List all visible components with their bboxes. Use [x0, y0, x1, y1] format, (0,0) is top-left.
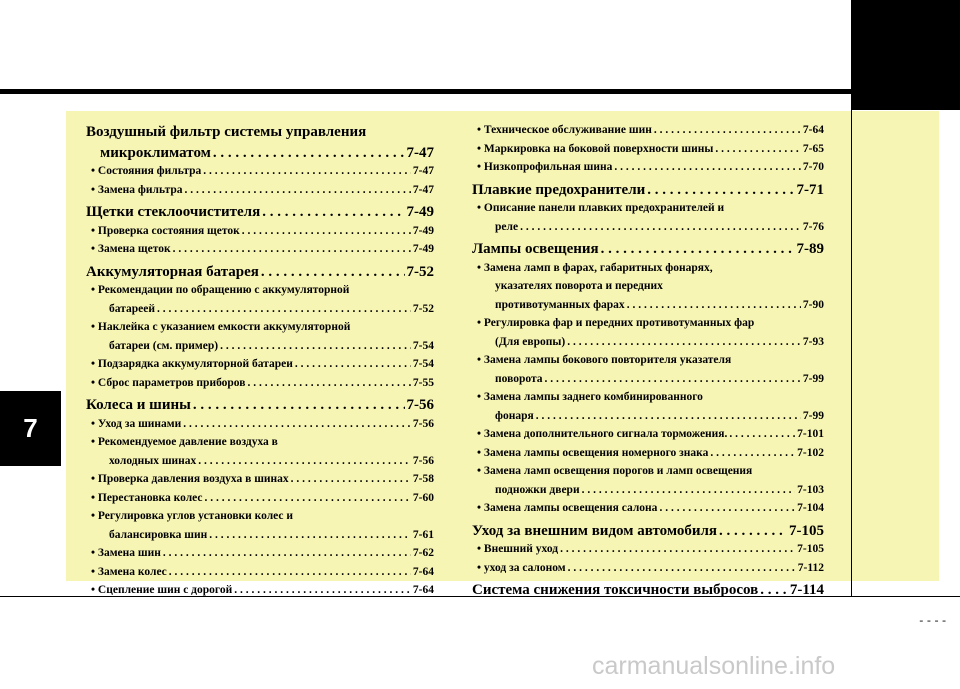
toc-leader-dots	[582, 484, 796, 496]
toc-page-number: 7-61	[412, 528, 434, 541]
toc-heading	[472, 241, 824, 262]
toc-entry-text: Щетки стеклоочистителя	[86, 204, 261, 220]
toc-page-number: 7-99	[802, 409, 824, 422]
toc-page-number: 7-47	[406, 144, 434, 161]
toc-leader-dots	[536, 410, 801, 422]
toc-page-number: 7-56	[406, 397, 434, 413]
toc-page-number: 7-54	[412, 358, 434, 370]
toc-subitem	[86, 243, 434, 262]
toc-subitem	[86, 165, 434, 184]
toc-page-number: 7-105	[797, 543, 824, 555]
toc-entry-text: • Замена ламп в фарах, габаритных фонарях,	[477, 262, 713, 274]
toc-leader-dots	[163, 547, 411, 559]
toc-subitem	[86, 358, 434, 377]
toc-entry-text: • Проверка давления воздуха в шинах	[91, 473, 289, 485]
toc-leader-dots	[193, 397, 405, 414]
toc-entry-text: • Регулировка углов установки колес и	[91, 510, 293, 522]
toc-entry-text: • Низкопрофильная шина	[477, 161, 612, 173]
toc-page-number: 7-64	[802, 124, 824, 136]
toc-entry-text: фонаря	[495, 409, 534, 422]
toc-page-number: 7-56	[412, 417, 434, 430]
toc-page-number: 7-112	[797, 561, 824, 574]
toc-entry-text: • Замена колес	[91, 566, 167, 578]
toc-heading	[472, 523, 824, 544]
toc-subitem	[86, 284, 434, 321]
page-dashes: ----	[918, 616, 949, 628]
toc-subitem	[86, 321, 434, 358]
toc-page-number: 7-71	[796, 181, 824, 198]
toc-leader-dots	[291, 473, 411, 485]
toc-subitem	[472, 428, 824, 447]
toc-subitem	[472, 391, 824, 428]
toc-page-number: 7-56	[412, 454, 434, 467]
toc-subitem	[472, 354, 824, 391]
toc-entry-text: подножки двери	[495, 483, 580, 496]
toc-entry-text: • Замена фильтра	[91, 184, 183, 196]
toc-leader-dots	[220, 340, 411, 352]
toc-subitem	[472, 502, 824, 521]
toc-page-number: 7-47	[412, 183, 434, 196]
toc-entry-text: • Перестановка колес	[91, 492, 203, 504]
toc-entry-text: • уход за салоном	[477, 562, 566, 574]
toc-page-number: 7-65	[802, 142, 824, 155]
toc-leader-dots	[262, 204, 404, 221]
toc-entry-text: • Подзарядка аккумуляторной батареи	[91, 358, 293, 370]
toc-leader-dots	[173, 243, 411, 255]
toc-entry-text: • Замена шин	[91, 547, 161, 559]
toc-page-number: 7-49	[412, 243, 434, 255]
toc-heading	[86, 264, 434, 285]
toc-leader-dots	[248, 377, 411, 389]
toc-page-number: 7-60	[412, 491, 434, 504]
toc-page-number: 7-58	[412, 473, 434, 485]
toc-subitem	[472, 143, 824, 162]
toc-entry-text: Колеса и шины	[86, 397, 191, 413]
toc-subitem	[86, 473, 434, 492]
toc-page-number: 7-52	[406, 263, 434, 280]
toc-heading	[472, 182, 824, 203]
chapter-number-tab	[0, 391, 61, 466]
toc-page-number: 7-49	[412, 224, 434, 237]
toc-leader-dots	[560, 543, 795, 555]
toc-leader-dots	[295, 358, 411, 370]
toc-page-number: 7-54	[412, 339, 434, 352]
toc-entry-text: батареи (см. пример)	[109, 339, 219, 352]
chapter-corner-tab	[851, 0, 960, 110]
toc-page-number: 7-90	[802, 298, 824, 311]
toc-page-number: 7-101	[797, 428, 824, 440]
toc-heading	[86, 397, 434, 418]
toc-leader-dots	[545, 373, 801, 385]
toc-entry-text: Уход за внешним видом автомобиля	[472, 522, 718, 539]
toc-entry-text: противотуманных фарах	[495, 298, 625, 311]
toc-entry-text: • Замена лампы заднего комбинированного	[477, 391, 703, 403]
toc-entry-text: • Внешний уход	[477, 543, 558, 555]
toc-entry-text: • Состояния фильтра	[91, 165, 201, 177]
toc-entry-text: Плавкие предохранители	[472, 181, 646, 198]
toc-subitem	[472, 161, 824, 180]
toc-page-number: 7-89	[796, 241, 824, 257]
toc-leader-dots	[183, 418, 411, 430]
toc-subitem	[86, 418, 434, 437]
toc-subitem	[472, 465, 824, 502]
toc-entry-text: • Замена щеток	[91, 243, 171, 255]
toc-subitem	[472, 543, 824, 562]
toc-leader-dots	[760, 582, 788, 599]
toc-subitem	[86, 547, 434, 566]
toc-page-number: 7-64	[412, 584, 434, 596]
toc-entry-text: • Описание панели плавких предохранителей и	[477, 202, 724, 214]
toc-entry-text: • Замена дополнительного сигнала торможения.	[477, 428, 727, 440]
toc-page-number: 7-76	[802, 220, 824, 233]
toc-entry-text: Лампы освещения	[472, 241, 599, 257]
toc-subitem	[86, 225, 434, 244]
toc-entry-text: микроклиматом	[100, 144, 211, 161]
toc-entry-text: поворота	[495, 372, 543, 385]
toc-entry-text: • Рекомендуемое давление воздуха в	[91, 436, 278, 448]
toc-leader-dots	[729, 428, 795, 440]
toc-page-number: 7-49	[406, 204, 434, 220]
toc-entry-text: • Маркировка на боковой поверхности шины	[477, 143, 713, 155]
toc-leader-dots	[157, 303, 411, 315]
toc-leader-dots	[659, 502, 795, 514]
toc-subitem	[86, 584, 434, 603]
toc-leader-dots	[568, 562, 796, 574]
toc-page-number: 7-104	[797, 502, 824, 514]
toc-leader-dots	[647, 182, 794, 199]
toc-page-number: 7-70	[802, 161, 824, 173]
toc-entry-text: • Замена лампы бокового повторителя указателя	[477, 354, 731, 366]
toc-leader-dots	[710, 447, 795, 459]
toc-entry-text: • Наклейка с указанием емкости аккумуляторной	[91, 321, 350, 333]
toc-entry-text: • Рекомендации по обращению с аккумуляторной	[91, 284, 349, 296]
toc-leader-dots	[520, 221, 801, 233]
toc-page-number: 7-102	[797, 446, 824, 459]
toc-leader-dots	[198, 455, 411, 467]
toc-subitem	[472, 202, 824, 239]
toc-leader-dots	[185, 184, 411, 196]
toc-leader-dots	[715, 143, 801, 155]
toc-subitem	[86, 566, 434, 585]
toc-entry-text: • Замена лампы освещения салона	[477, 502, 657, 514]
toc-entry-text: Воздушный фильтр системы управления	[86, 124, 367, 140]
toc-leader-dots	[601, 241, 795, 258]
toc-leader-dots	[203, 165, 411, 177]
toc-subitem	[86, 184, 434, 203]
toc-heading	[86, 204, 434, 225]
toc-entry-text: • Замена ламп освещения порогов и ламп освещения	[477, 465, 752, 477]
toc-page-number: 7-55	[412, 376, 434, 389]
toc-heading	[472, 582, 824, 603]
toc-page-number: 7-93	[802, 335, 824, 348]
toc-leader-dots	[719, 523, 787, 540]
toc-subitem	[472, 317, 824, 354]
toc-leader-dots	[234, 584, 411, 596]
toc-page-number: 7-105	[789, 522, 824, 539]
toc-page-number: 7-62	[412, 547, 434, 559]
toc-entry-text: • Проверка состояния щеток	[91, 225, 240, 237]
top-rule	[0, 89, 851, 94]
margin-rule	[851, 110, 852, 597]
toc-subitem	[86, 492, 434, 511]
toc-page-number: 7-64	[412, 565, 434, 578]
toc-subitem	[472, 562, 824, 581]
toc-entry-text: реле	[495, 220, 519, 233]
toc-page-number: 7-47	[412, 165, 434, 177]
toc-entry-text: • Регулировка фар и передних противотуманных фар	[477, 317, 754, 329]
toc-heading	[86, 124, 434, 165]
toc-entry-text: указателях поворота и передних	[495, 280, 663, 292]
toc-entry-text: • Замена лампы освещения номерного знака	[477, 447, 708, 459]
toc-page-number: 7-52	[412, 302, 434, 315]
toc-entry-text: • Сброс параметров приборов	[91, 377, 246, 389]
toc-entry-text: Аккумуляторная батарея	[86, 263, 259, 280]
toc-leader-dots	[654, 124, 801, 136]
toc-page-number: 7-114	[789, 582, 824, 598]
toc-entry-text: • Техническое обслуживание шин	[477, 124, 652, 136]
toc-entry-text: холодных шинах	[109, 454, 197, 467]
toc-entry-text: (Для европы)	[495, 335, 566, 348]
toc-subitem	[472, 124, 824, 143]
toc-subitem	[472, 262, 824, 318]
toc-leader-dots	[242, 225, 411, 237]
toc-leader-dots	[213, 145, 405, 162]
toc-leader-dots	[209, 529, 411, 541]
toc-leader-dots	[169, 566, 411, 578]
toc-leader-dots	[261, 264, 405, 281]
toc-leader-dots	[614, 161, 801, 173]
watermark-text: carmanualsonline.info	[592, 652, 836, 680]
toc-subitem	[86, 510, 434, 547]
toc-entry-text: Система снижения токсичности выбросов	[472, 582, 759, 598]
toc-entry-text: • Уход за шинами	[91, 418, 181, 430]
chapter-number: 7	[23, 413, 38, 443]
toc-entry-text: • Сцепление шин с дорогой	[91, 584, 232, 596]
toc-leader-dots	[627, 299, 801, 311]
toc-subitem	[472, 447, 824, 466]
toc-leader-dots	[205, 492, 411, 504]
toc-page-number: 7-99	[802, 372, 824, 385]
toc-subitem	[86, 436, 434, 473]
toc-page-number: 7-103	[797, 483, 824, 496]
toc-entry-text: балансировка шин	[109, 528, 208, 541]
toc-subitem	[86, 377, 434, 396]
toc-entry-text: батареей	[109, 302, 155, 315]
toc-leader-dots	[567, 336, 801, 348]
